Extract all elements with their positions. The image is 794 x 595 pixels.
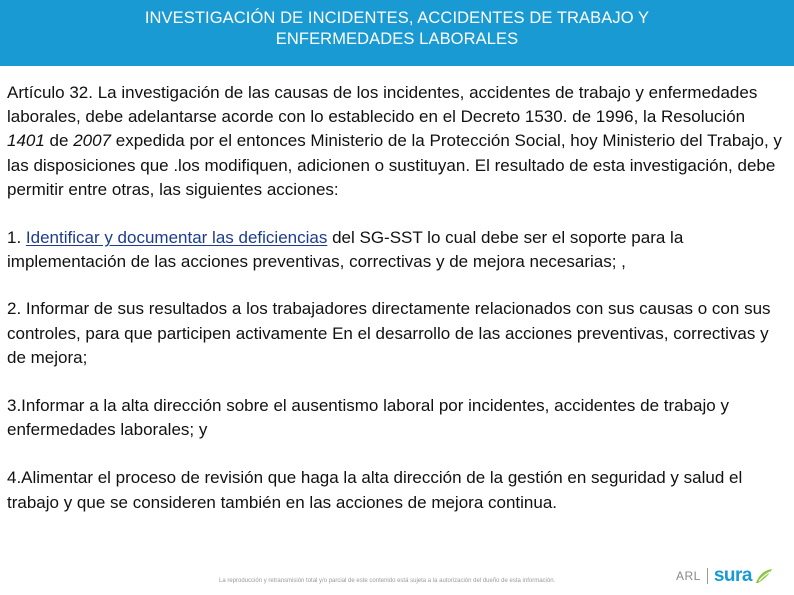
slide-title-line-1: INVESTIGACIÓN DE INCIDENTES, ACCIDENTES DE TRABAJO Y: [144, 9, 650, 27]
deficiencias-link[interactable]: Identificar y documentar las deficiencias: [25, 228, 328, 248]
arl-sura-logo: [676, 565, 774, 587]
logo-sura-text: sura: [713, 565, 752, 586]
action-item-4: 4.Alimentar el proceso de revisión que haga la alta dirección de la gestión en seguridad y salud el trabajo y que se consideren también en las acciones de mejora continua.: [7, 468, 743, 512]
resolution-year: 2007: [73, 131, 112, 151]
action-item-2: 2. Informar de sus resultados a los trabajadores directamente relacionados con sus causas o con sus controles, para que participen activamente En el desarrollo de las acciones preventivas, correctivas y de mejora;: [7, 299, 771, 367]
slide-title-line-2: ENFERMEDADES LABORALES: [275, 30, 519, 48]
article-intro: [7, 81, 787, 202]
logo-arl-text: ARL: [676, 569, 701, 583]
slide-title-bar: [0, 0, 794, 66]
item1-prefix: 1.: [7, 228, 26, 248]
action-item-1: [7, 226, 787, 274]
intro-text-2: de: [44, 131, 74, 151]
resolution-number: 1401: [7, 131, 45, 151]
logo-separator: [707, 568, 708, 584]
article-body: [7, 81, 787, 515]
action-item-3: 3.Informar a la alta dirección sobre el ausentismo laboral por incidentes, accidentes de trabajo y enfermedades laborales; y: [7, 396, 729, 440]
footer-disclaimer: La reproducción y retransmisión total y/o parcial de este contenido está sujeta a la autorización del dueño de esta información.: [219, 578, 556, 584]
sura-leaf-icon: [754, 567, 774, 585]
intro-text-3: expedida por el entonces Ministerio de la Protección Social, hoy Ministerio del Trabajo, y las disposiciones que .los modifiquen, adicionen o sustituyan. El resultado de esta investigación, debe permitir entre otras, las siguientes acciones:: [7, 131, 782, 199]
item1-text: del SG-SST lo cual debe ser el soporte para la implementación de las acciones preventivas, correctivas y de mejora necesarias; ,: [7, 228, 684, 272]
intro-text-1: Artículo 32. La investigación de las causas de los incidentes, accidentes de trabajo y enfermedades laborales, debe adelantarse acorde con lo establecido en el Decreto 1530. de 1996, la Resolución: [7, 83, 758, 127]
